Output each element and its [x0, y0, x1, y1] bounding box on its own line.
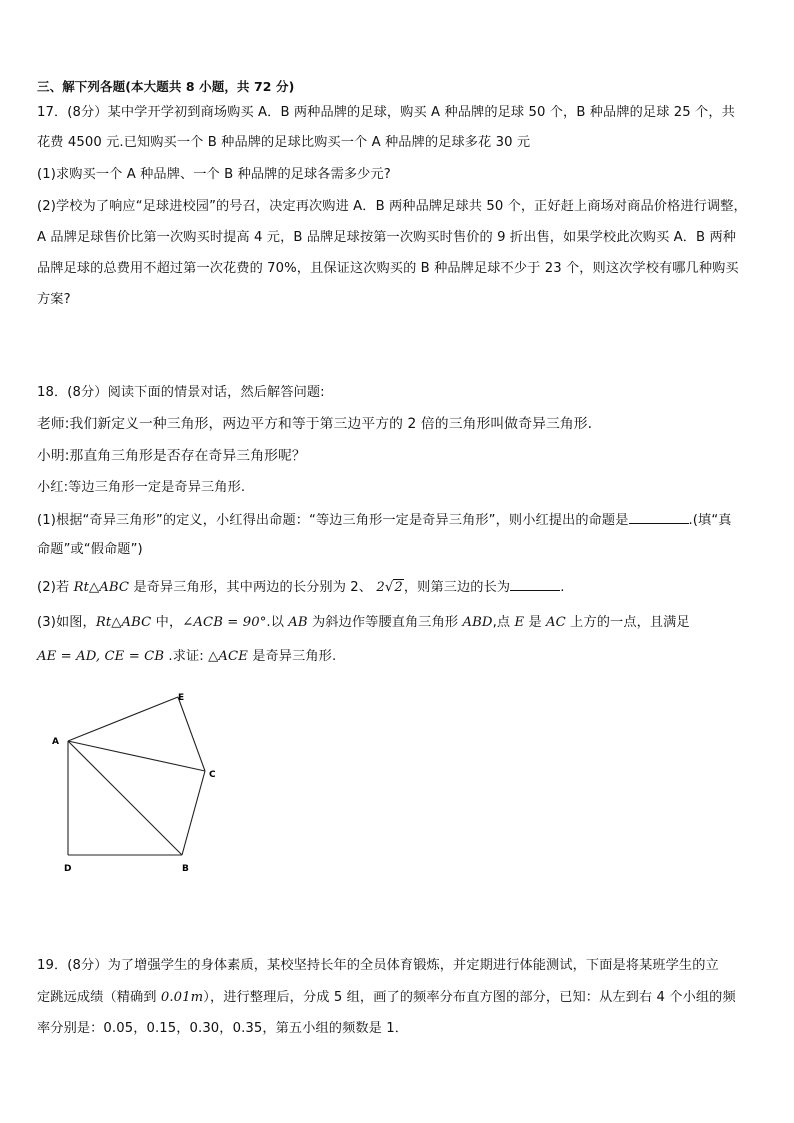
q17-part-2-line-2: A 品牌足球售价比第一次购买时提高 4 元，B 品牌足球按第一次购买时售价的 9 折出售，如果学校此次购买 A．B 两种 [37, 230, 737, 245]
q18-xiaoming-dialogue: 小明:那直角三角形是否存在奇异三角形呢？ [37, 448, 306, 464]
segment-ac: AC [546, 615, 566, 630]
q19-line-2-text: 定跳远成绩（精确到 [37, 990, 161, 1005]
q18-teacher-dialogue: 老师:我们新定义一种三角形，两边平方和等于第三边平方的 2 倍的三角形叫做奇异三角形. [37, 416, 593, 432]
label-e: E [178, 693, 185, 703]
q18-intro: 18．(8分）阅读下面的情景对话，然后解答问题: [37, 385, 325, 400]
label-d: D [64, 864, 72, 874]
q18-part-3-text-6: 是 [524, 615, 547, 630]
angle-acb: ∠ACB = 90° [182, 615, 267, 630]
q18-part-2-text: (2)若 [37, 580, 74, 595]
two-root-two: 2√2 [376, 580, 403, 595]
answer-blank-2[interactable] [510, 576, 560, 591]
q19-line-1: 19．(8分）为了增强学生的身体素质，某校坚持长年的全员体育锻炼，并定期进行体能测试，下面是将某班学生的立 [37, 958, 719, 973]
condition-ae-ad-ce-cb: AE = AD, CE = CB [37, 649, 165, 664]
q17-part-2-line-1: (2)学校为了响应“足球进校园”的号召，决定再次购进 A．B 两种品牌足球共 50 个，正好赶上商场对商品价格进行调整， [37, 199, 747, 214]
q18-condition [37, 647, 762, 667]
answer-blank-1[interactable] [629, 509, 689, 524]
q17-part-1: (1)求购买一个 A 种品牌、一个 B 种品牌的足球各需多少元? [37, 167, 391, 182]
q18-part-1-line-2: 命题”或“假命题”) [37, 542, 143, 557]
point-e: E [514, 615, 525, 630]
segment-cb-line [182, 771, 205, 855]
q18-part-2-text-2: 是奇异三角形，其中两边的长分别为 2、 [129, 580, 373, 595]
q18-part-3-text-7: 上方的一点，且满足 [565, 615, 690, 630]
triangle-abd: ABD [462, 615, 493, 630]
q17-part-2-line-3: 品牌足球的总费用不超过第一次花费的 70%，且保证这次购买的 B 种品牌足球不少于 23 个，则这次学校有哪几种购买 [37, 261, 739, 276]
label-b: B [182, 864, 189, 874]
geometry-figure [48, 688, 223, 878]
q19-line-2-text-2: ），进行整理后，分成 5 组，画了的频率分布直方图的部分，已知：从左到右 4 个小组的频 [203, 990, 736, 1005]
q17-part-2-line-4: 方案? [37, 292, 71, 307]
precision-unit: 0.01m [160, 990, 204, 1005]
q18-part-2-period: . [560, 580, 565, 595]
segment-ab: AB [288, 615, 308, 630]
segment-ac-line [68, 741, 205, 771]
q18-part-3-text: (3)如图， [37, 615, 96, 630]
q18-xiaohong-dialogue: 小红:等边三角形一定是奇异三角形. [37, 480, 246, 495]
sqrt-coefficient: 2 [376, 580, 385, 595]
q18-condition-text-2: 是奇异三角形. [247, 649, 337, 664]
q18-part-3-text-3: .以 [266, 615, 289, 630]
q18-part-1-text: (1)根据“奇异三角形”的定义，小红得出命题：“等边三角形一定是奇异三角形”，则小红提出的命题是 [37, 513, 629, 528]
q19-line-3: 率分别是：0.05，0.15，0.30，0.35，第五小组的频数是 1． [37, 1021, 409, 1036]
segment-ab-line [68, 741, 182, 855]
q18-part-3-text-2: 中， [151, 615, 183, 630]
triangle-ace: △ACE [208, 649, 248, 664]
segment-ec-line [178, 697, 205, 771]
q18-part-2 [37, 576, 762, 598]
label-c: C [209, 770, 216, 780]
rt-triangle-abc: Rt△ABC [73, 580, 130, 595]
q18-part-3-text-5: ,点 [492, 615, 515, 630]
q18-part-3 [37, 613, 762, 633]
segment-ae-line [68, 697, 178, 741]
section-header: 三、解下列各题(本大题共 8 小题，共 72 分) [37, 79, 295, 94]
q19-line-2 [37, 988, 762, 1008]
q17-line-2: 花费 4500 元.已知购买一个 B 种品牌的足球比购买一个 A 种品牌的足球多花 30 元 [37, 135, 531, 150]
label-a: A [52, 737, 59, 747]
q18-part-1-text-tail: .(填“真 [688, 513, 732, 528]
q18-condition-text: .求证: [164, 649, 209, 664]
q17-line-1: 17．(8分）某中学开学初到商场购买 A．B 两种品牌的足球，购买 A 种品牌的足球 50 个，B 种品牌的足球 25 个，共 [37, 105, 735, 120]
q18-part-2-text-3: ，则第三边的长为 [403, 580, 511, 595]
rt-triangle-abc-2: Rt△ABC [95, 615, 152, 630]
sqrt-radicand: 2 [394, 580, 403, 595]
q18-part-3-text-4: 为斜边作等腰直角三角形 [307, 615, 463, 630]
q18-part-1-line-1 [37, 509, 762, 531]
